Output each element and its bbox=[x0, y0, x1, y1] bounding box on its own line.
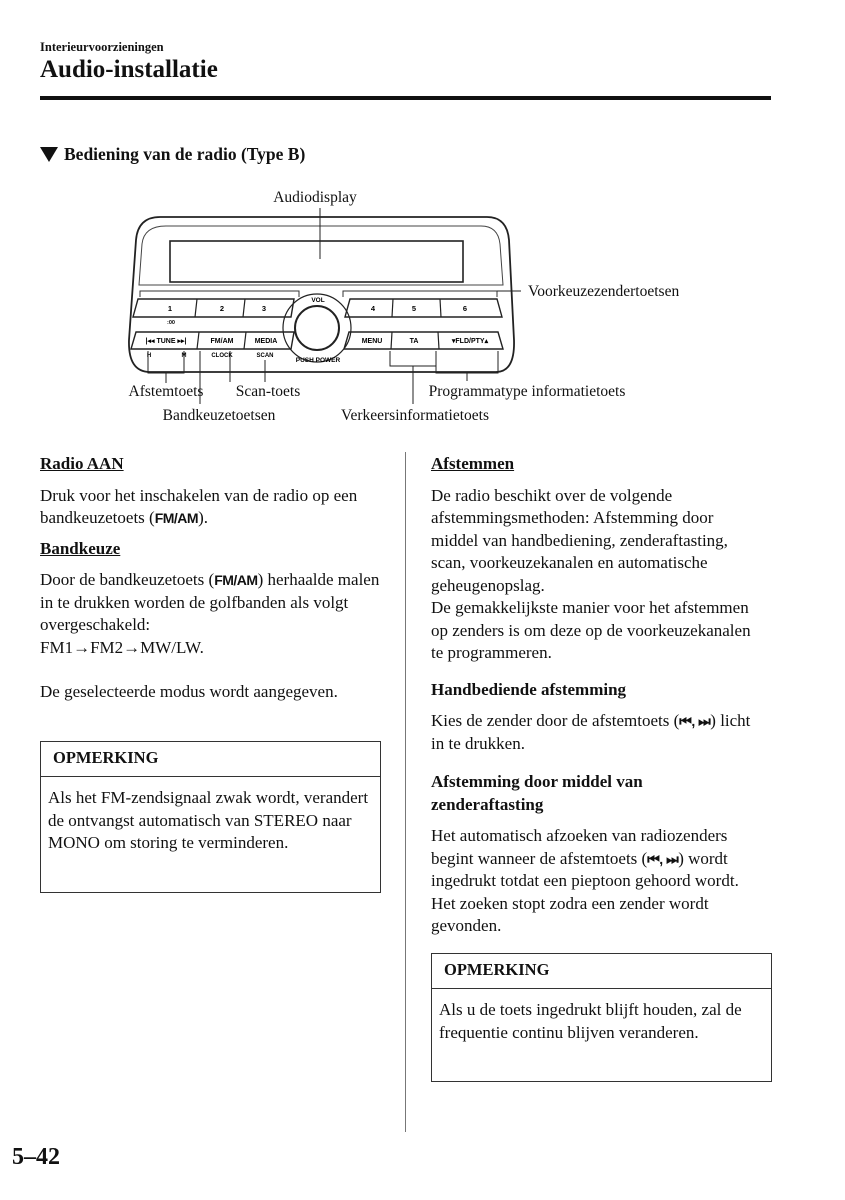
fm-am-button-label: FM/AM bbox=[210, 338, 234, 345]
fld-pty-button-label: FLD/PTY bbox=[455, 338, 485, 345]
preset-buttons-right bbox=[345, 299, 502, 317]
volume-knob bbox=[295, 306, 339, 350]
svg-text:|◂◂ TUNE ▸▸|: |◂◂ TUNE ▸▸| bbox=[145, 338, 187, 345]
vol-label: VOL bbox=[311, 297, 325, 304]
tuning-text-2: De gemakkelijkste manier voor het afstemmen op zenders is om deze op de voorkeuzekanalen te programmeren. bbox=[431, 598, 751, 662]
radio-diagram bbox=[0, 0, 845, 440]
pty-button-label: Programmatype informatietoets bbox=[428, 383, 626, 400]
seek-text: Het automatisch afzoeken van radiozenders begint wanneer de afstemtoets (⏮, ⏭) wordt ingedrukt totdat een pieptoon gehoord wordt. Het zoeken stopt zodra een zender wordt gevonden. bbox=[431, 826, 739, 935]
audio-display bbox=[170, 241, 463, 282]
scan-button-label: Scan-toets bbox=[235, 383, 301, 400]
tuning-text: De radio beschikt over de volgende afstemmingsmethoden: Afstemming door middel van handbediening, zenderaftasting, scan, voorkeuzekanalen en automatische geheugenopslag. bbox=[431, 485, 728, 595]
band-text: Door de bandkeuzetoets (FM/AM) herhaalde malen in te drukken worden de golfbanden als volgt overgeschakeld: bbox=[40, 570, 380, 634]
manual-heading: Handbediende afstemming bbox=[431, 679, 627, 699]
volume-ring bbox=[283, 294, 351, 362]
band-heading: Bandkeuze bbox=[40, 538, 121, 558]
mode-text: De geselecteerde modus wordt aangegeven. bbox=[40, 682, 338, 701]
note-box-right bbox=[431, 953, 772, 1082]
band-buttons-label: Bandkeuzetoetsen bbox=[162, 407, 276, 424]
menu-button-label: MENU bbox=[361, 338, 383, 345]
note-title: OPMERKING bbox=[432, 954, 771, 989]
manual-text: Kies de zender door de afstemtoets (⏮, ⏭) licht in te drukken. bbox=[431, 711, 751, 753]
radio-on-heading: Radio AAN bbox=[40, 454, 124, 473]
tuning-heading: Afstemmen bbox=[431, 454, 515, 473]
page-number: 5–42 bbox=[12, 1144, 60, 1170]
fm-am-key: FM/AM bbox=[214, 572, 258, 588]
band-sequence: FM1→FM2→MW/LW. bbox=[40, 637, 204, 657]
tune-label: TUNE bbox=[156, 338, 176, 345]
seek-heading: Afstemming door middel van zenderaftasting bbox=[431, 772, 643, 814]
note-box-left bbox=[40, 741, 381, 893]
audiodisplay-label: Audiodisplay bbox=[273, 189, 357, 206]
h-label: H bbox=[146, 353, 152, 359]
left-column bbox=[40, 453, 390, 704]
column-divider bbox=[405, 452, 406, 1132]
fm-am-key: FM/AM bbox=[154, 510, 199, 526]
m-label: M bbox=[181, 353, 187, 359]
subheading-text: Bediening van de radio (Type B) bbox=[64, 144, 306, 164]
preset-6: 6 bbox=[462, 304, 468, 313]
tune-keys: ⏮, ⏭ bbox=[679, 713, 711, 729]
push-power-label: PUSH POWER bbox=[295, 357, 341, 364]
scan-label: SCAN bbox=[256, 353, 274, 359]
radio-on-text: Druk voor het inschakelen van de radio op een bandkeuzetoets (FM/AM). bbox=[40, 485, 358, 527]
preset-3: 3 bbox=[261, 304, 267, 313]
section-label: Interieurvoorzieningen bbox=[40, 40, 164, 54]
ta-button-label: TA bbox=[409, 338, 419, 345]
tune-keys: ⏮, ⏭ bbox=[647, 850, 679, 867]
preset-buttons-left bbox=[133, 299, 294, 317]
radio-body-inner bbox=[139, 226, 503, 285]
preset-buttons-label: Voorkeuzezendertoetsen bbox=[528, 283, 680, 300]
page-title: Audio-installatie bbox=[40, 56, 218, 83]
tune-buttons-label: Afstemtoets bbox=[128, 383, 204, 400]
note-title: OPMERKING bbox=[41, 742, 380, 777]
media-button-label: MEDIA bbox=[254, 338, 278, 345]
traffic-button-label: Verkeersinformatietoets bbox=[340, 407, 490, 424]
preset-4: 4 bbox=[370, 304, 376, 313]
right-column bbox=[431, 453, 761, 938]
clock-label: CLOCK bbox=[211, 353, 233, 359]
preset-1: 1 bbox=[167, 304, 173, 313]
svg-text:▾FLD/PTY▴: ▾FLD/PTY▴ bbox=[451, 338, 489, 345]
note-body: Als het FM-zendsignaal zwak wordt, verandert de ontvangst automatisch van STEREO naar MONO om storing te verminderen. bbox=[48, 788, 369, 852]
note-body: Als u de toets ingedrukt blijft houden, zal de frequentie continu blijven veranderen. bbox=[439, 1000, 742, 1042]
preset-2: 2 bbox=[219, 304, 225, 313]
preset-5: 5 bbox=[411, 304, 417, 313]
clock-hint: :00 bbox=[167, 320, 175, 326]
